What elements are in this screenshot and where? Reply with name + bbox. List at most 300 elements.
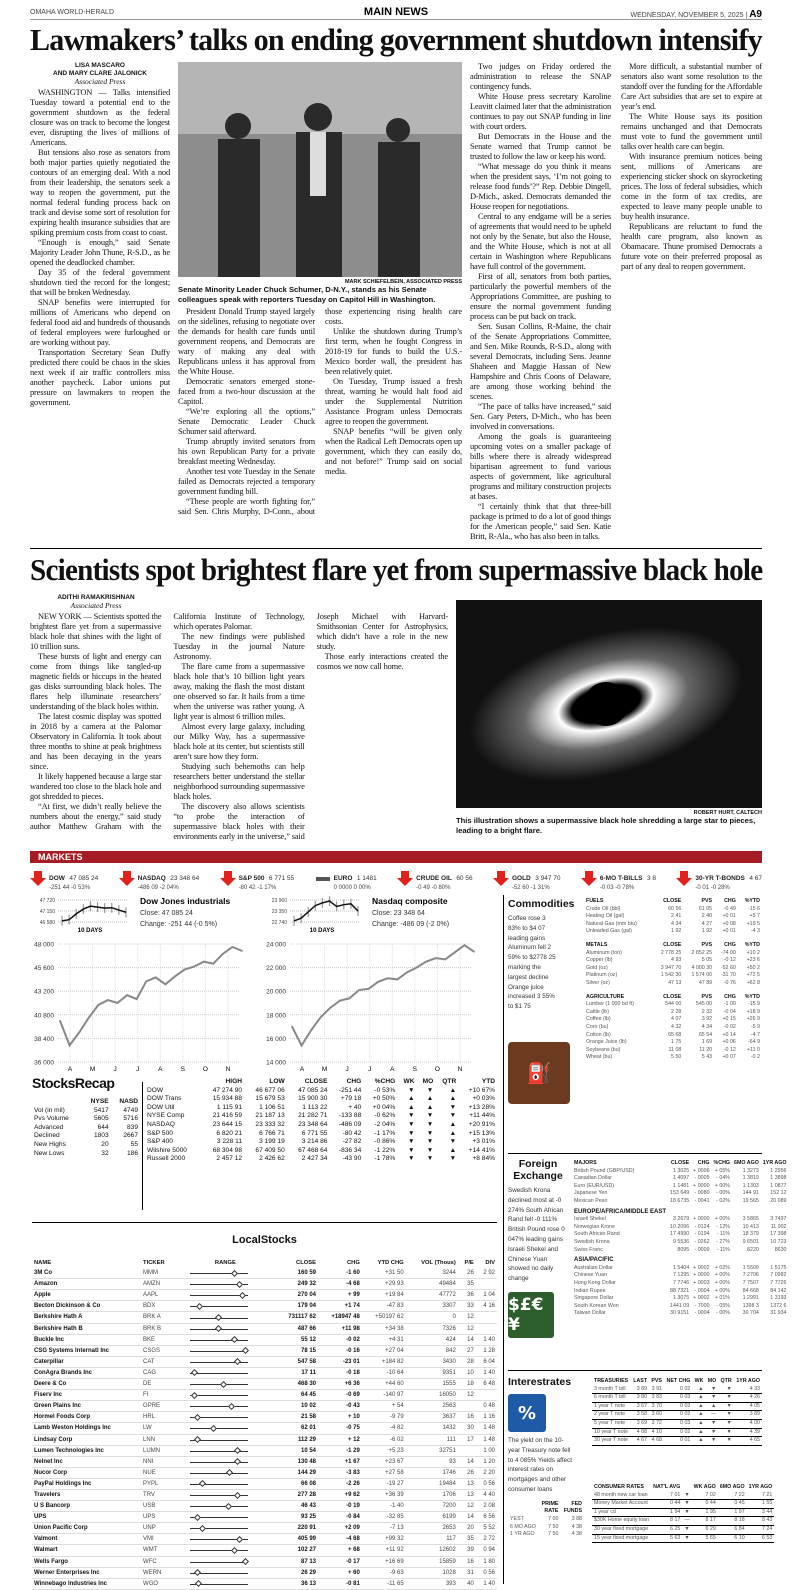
- stock-name: ConAgra Brands Inc: [34, 1369, 93, 1376]
- spark-tick: 23 350: [271, 909, 287, 915]
- stock-row[interactable]: [32, 1279, 497, 1290]
- table-cell: 11 002: [770, 1223, 787, 1230]
- table-row: [592, 1534, 774, 1543]
- stock-ticker: USB: [143, 1503, 156, 1510]
- stock-ticker: BDX: [143, 1303, 156, 1310]
- stock-close: 249 32: [297, 1281, 316, 1288]
- group-name: FUELS: [586, 898, 604, 904]
- ticker-value: 1 1481: [356, 875, 377, 882]
- table-row: [592, 1525, 774, 1534]
- stock-row[interactable]: [32, 1423, 497, 1434]
- table-cell: 20 089: [770, 1197, 787, 1204]
- table-cell: —: [684, 1517, 690, 1524]
- range-marker: [194, 1436, 201, 1443]
- table-cell: NYSE Comp: [147, 1112, 185, 1120]
- stock-ytd: +4 31: [388, 1336, 404, 1343]
- page-number: A9: [749, 9, 762, 20]
- table-cell: Euro (EUR/USD): [574, 1182, 615, 1189]
- stock-row[interactable]: [32, 1467, 497, 1478]
- range-marker: [226, 1469, 233, 1476]
- table-cell: +18 9: [746, 1008, 760, 1015]
- article-paragraph: Republicans are reluctant to fund the health care program, also known as Obamacare. Thune promised Democrats a future vote on their preferred proposal as part of any deal to reopen government.: [621, 222, 762, 271]
- stock-close: 468 30: [297, 1381, 316, 1388]
- table-cell: +62 8: [746, 979, 760, 986]
- range-indicator: [190, 1280, 248, 1288]
- data-point: [425, 961, 427, 963]
- stock-row[interactable]: [32, 1489, 497, 1500]
- table-cell: -2 04%: [374, 1120, 396, 1128]
- stock-row[interactable]: [32, 1412, 497, 1423]
- table-cell: 2 28: [671, 1008, 682, 1015]
- table-cell: ▲: [407, 1095, 415, 1103]
- stock-vol: 9351: [442, 1369, 456, 1376]
- table-cell: British Pound (GBP/USD): [574, 1167, 635, 1174]
- table-cell: ▲: [449, 1129, 457, 1137]
- table-cell: Lumber (1 000 bd ft): [586, 1001, 634, 1008]
- table-cell: +0 01: [722, 913, 736, 920]
- table-cell: 3 2679: [672, 1216, 690, 1223]
- article-paragraph: With insurance premium notices being sent, millions of Americans are experiencing sticker shock on skyrocketing prices. The loss of federal subsidies, which come in the form of tax credits, are expected to leave many people unable to buy health insurance.: [621, 152, 762, 221]
- table-cell: +0 14: [722, 1031, 736, 1038]
- data-point: [69, 1044, 71, 1046]
- table-cell: + 00%: [714, 1216, 731, 1223]
- table-cell: 2667: [123, 1132, 138, 1140]
- down-arrow-icon: [397, 871, 413, 887]
- table-cell: +50 2: [746, 964, 760, 971]
- stock-name: Nelnet Inc: [34, 1458, 63, 1465]
- table-cell: 0 45: [734, 1500, 745, 1507]
- table-cell: ▼: [710, 1437, 717, 1444]
- table-cell: 5 63: [670, 1534, 681, 1541]
- x-tick-label: J: [113, 1066, 117, 1072]
- stock-row[interactable]: [32, 1523, 497, 1534]
- data-point: [330, 1007, 332, 1009]
- article-paragraph: “The pace of talks have increased,” said Sen. Gary Peters, D-Mich., who has been involved in conversations.: [470, 402, 611, 431]
- divider: [508, 1153, 762, 1154]
- stock-pe: 28: [467, 1358, 474, 1365]
- table-cell: 6 53: [761, 1534, 773, 1541]
- stock-row[interactable]: [32, 1567, 497, 1578]
- data-point: [291, 1026, 293, 1028]
- table-row: [572, 1280, 789, 1288]
- stock-row[interactable]: [32, 1323, 497, 1334]
- table-cell: 23 333 32: [255, 1120, 285, 1128]
- table-cell: 65 54: [698, 1031, 713, 1038]
- stock-ticker: AAPL: [143, 1292, 159, 1299]
- table-cell: 48 month new car loan: [594, 1491, 648, 1498]
- table-row: [572, 1265, 789, 1273]
- stock-row[interactable]: [32, 1334, 497, 1345]
- stock-row[interactable]: [32, 1390, 497, 1401]
- table-cell: + 05%: [714, 1167, 731, 1174]
- range-indicator: [190, 1491, 248, 1499]
- ticker-change: -486 09: [137, 885, 158, 891]
- table-cell: ▼: [726, 1428, 732, 1435]
- table-cell: 67 409 50: [255, 1146, 285, 1154]
- rates-summary: The yield on the 10-year Treasury note fell to 4 085% Yields affect interest rates on mortgages and other consumer loans: [508, 1437, 572, 1493]
- table-cell: - 11%: [716, 1246, 731, 1253]
- data-point: [444, 959, 446, 961]
- stock-chg: + 10: [347, 1414, 360, 1421]
- stock-chg: +1 67: [344, 1458, 360, 1465]
- stock-chg: -0 43: [346, 1403, 360, 1410]
- table-cell: 15 900 30: [298, 1095, 328, 1103]
- stock-row[interactable]: [32, 1534, 497, 1545]
- table-row: [592, 1411, 762, 1420]
- range-marker: [220, 1381, 227, 1388]
- stock-name: Berkshire Hath A: [34, 1314, 83, 1321]
- range-marker: [231, 1270, 238, 1277]
- table-row: [592, 1500, 774, 1509]
- photo-caption: Senate Minority Leader Chuck Schumer, D-N.Y., stands as his Senate colleagues speak with reporters Tuesday on Capitol Hill in Washington.: [178, 285, 436, 304]
- ticker-change: -251 44: [49, 885, 70, 891]
- ticker-s-p-500[interactable]: [220, 866, 295, 892]
- table-cell: [145, 1078, 201, 1087]
- table-cell: 1 2991: [742, 1295, 759, 1302]
- table-cell: 84 142: [770, 1287, 787, 1294]
- table-row: [572, 1247, 789, 1255]
- table-cell: 6 25: [670, 1525, 681, 1532]
- table-cell: - 00%: [716, 1190, 731, 1197]
- table-cell: 1 97: [734, 1508, 745, 1515]
- commodities-icon: ⛽: [508, 1042, 570, 1104]
- table-cell: Chinese Yuan: [574, 1272, 607, 1279]
- table-row: [592, 1386, 762, 1394]
- table-cell: NET CHG: [666, 1378, 691, 1384]
- table-cell: Mexican Peso: [574, 1197, 608, 1204]
- table-cell: +20 91%: [468, 1120, 495, 1128]
- table-cell: 153 649: [670, 1190, 690, 1197]
- stock-ticker: AMZN: [143, 1281, 161, 1288]
- spark-label: 10 DAYS: [309, 928, 335, 934]
- stock-name: Caterpillar: [34, 1358, 64, 1365]
- stock-row[interactable]: [32, 1345, 497, 1356]
- table-cell: 17 398: [770, 1231, 787, 1238]
- table-row: [592, 1517, 774, 1526]
- data-point: [339, 1000, 341, 1002]
- range-marker: [231, 1336, 238, 1343]
- table-cell: ▲: [698, 1428, 704, 1435]
- table-cell: ▼: [726, 1437, 732, 1444]
- stock-div: 2 20: [483, 1469, 495, 1476]
- x-tick-label: J: [345, 1066, 349, 1072]
- table-cell: 6 766 71: [259, 1129, 285, 1137]
- range-marker: [225, 1503, 232, 1510]
- table-cell: 2 426 62: [259, 1155, 285, 1163]
- data-point: [174, 976, 176, 978]
- table-cell: Indian Rupee: [574, 1287, 606, 1294]
- data-point: [454, 951, 456, 953]
- table-cell: ▼: [426, 1155, 434, 1163]
- stock-range: [176, 1512, 276, 1523]
- table-cell: 4 39: [749, 1428, 760, 1435]
- group-name: METALS: [586, 941, 608, 948]
- article-paragraph: SNAP benefits were interrupted for millions of Americans who depend on federal food aid and hundreds of thousands of federal employees were furloughed or are working without pay.: [30, 298, 170, 347]
- stock-row[interactable]: [32, 1545, 497, 1556]
- stock-vol: 3244: [442, 1270, 456, 1277]
- divider: [503, 895, 504, 1584]
- stock-row[interactable]: [32, 1478, 497, 1489]
- table-cell: Soybeans (bu): [586, 1046, 621, 1053]
- table-cell: 3 80: [636, 1394, 648, 1401]
- table-cell: + 0000: [693, 1272, 710, 1279]
- ticker-value: 3 8: [646, 875, 656, 882]
- ticker-name: 30-YR T-BONDS: [695, 875, 745, 882]
- table-cell: DOW Util: [147, 1103, 175, 1111]
- ticker-dow[interactable]: [30, 866, 98, 892]
- table-cell: ▲: [407, 1103, 415, 1111]
- column-header: CLOSE: [670, 1160, 690, 1166]
- table-cell: ▼: [726, 1394, 732, 1401]
- table-cell: 6 MO AGO: [510, 1523, 536, 1530]
- column-header: %YTD: [744, 993, 760, 1000]
- table-cell: 47 274 90: [212, 1086, 243, 1094]
- column-header: PVS: [701, 993, 713, 1000]
- stock-range: [176, 1279, 276, 1290]
- x-tick-label: O: [434, 1066, 440, 1072]
- stock-chg: -0 18: [346, 1369, 360, 1376]
- column-header: CLOSE: [663, 993, 682, 1000]
- series-line: [292, 945, 474, 1045]
- byline-agency: Associated Press: [70, 601, 122, 610]
- stock-close: 487 66: [297, 1325, 316, 1332]
- stock-row[interactable]: [32, 1367, 497, 1378]
- data-point: [136, 998, 138, 1000]
- x-tick-label: A: [67, 1066, 73, 1072]
- table-cell: 186: [126, 1149, 138, 1157]
- stock-pe: 14: [467, 1458, 474, 1465]
- group-header: [572, 1206, 789, 1217]
- table-row: [508, 1524, 584, 1532]
- data-point: [232, 946, 234, 948]
- stock-name: Berkshire Hath B: [34, 1325, 83, 1332]
- stock-ytd: +27 04: [385, 1347, 404, 1354]
- table-cell: + 00%: [714, 1272, 731, 1279]
- stock-chg: -0 19: [346, 1503, 360, 1510]
- table-row: [572, 1183, 789, 1191]
- range-indicator: [190, 1325, 248, 1333]
- table-row: [584, 928, 762, 936]
- column-header: CHG: [724, 898, 736, 904]
- stock-row[interactable]: [32, 1556, 497, 1567]
- table-cell: YTD: [481, 1078, 495, 1085]
- column-header: PVS: [701, 941, 713, 948]
- table-cell: ▲: [698, 1402, 704, 1409]
- ticker-crude-oil[interactable]: [397, 866, 472, 892]
- ticker-6-mo-t-bills[interactable]: [581, 866, 656, 892]
- photo-caption: This illustration shows a supermassive black hole shredding a large star to pieces, leading to a bright flare.: [456, 816, 756, 835]
- stock-ytd: -6 02: [390, 1436, 404, 1443]
- stock-pe: [458, 1445, 476, 1456]
- table-cell: 6MO AGO: [719, 1484, 745, 1490]
- stock-ticker: LUMN: [143, 1447, 161, 1454]
- ticker-nasdaq[interactable]: [119, 866, 200, 892]
- table-cell: 7 24: [761, 1525, 773, 1532]
- table-cell: 3 89: [636, 1385, 648, 1392]
- table-cell: - 0262: [694, 1238, 710, 1245]
- article-paragraph: Among the goals is guaranteeing upcoming votes on a smaller package of bills where there is already widespread bipartisan agreement to fund various aspects of government, like agricultural programs and military construction projects at bases.: [470, 432, 611, 501]
- page-date: WEDNESDAY, NOVEMBER 5, 2025: [630, 12, 744, 19]
- table-cell: +13 28%: [468, 1103, 495, 1111]
- stock-div: 0 56: [483, 1569, 495, 1576]
- table-cell: Cotton (lb): [586, 1031, 611, 1038]
- stock-pe: 12: [467, 1325, 474, 1332]
- stock-chg: -3 83: [346, 1469, 360, 1476]
- table-cell: 3 947 70: [660, 964, 682, 971]
- stock-div: 0 94: [483, 1547, 495, 1554]
- table-cell: 8220: [747, 1246, 759, 1253]
- table-cell: - 02%: [716, 1197, 731, 1204]
- stock-div: 1 48: [483, 1425, 495, 1432]
- stock-row[interactable]: [32, 1290, 497, 1301]
- range-marker: [241, 1558, 248, 1565]
- stock-row[interactable]: [32, 1456, 497, 1467]
- chart-close: Close: 47 085 24: [140, 910, 193, 917]
- stock-range: [176, 1534, 276, 1545]
- table-cell: +79 18: [340, 1095, 362, 1103]
- stock-range: [176, 1390, 276, 1401]
- column-header: CHG: [697, 1160, 710, 1166]
- fx-table: [572, 1160, 789, 1318]
- stock-range: [176, 1478, 276, 1489]
- article-paragraph: Two judges on Friday ordered the administration to release the SNAP contingency funds.: [470, 62, 611, 91]
- stock-div: 4 40: [483, 1491, 495, 1498]
- stock-ytd: +36 39: [385, 1491, 404, 1498]
- x-tick-label: N: [457, 1066, 463, 1072]
- stock-row[interactable]: [32, 1356, 497, 1367]
- ticker-percent: -1 31%: [530, 885, 550, 891]
- table-cell: QTR: [442, 1078, 457, 1085]
- table-cell: Silver (oz): [586, 979, 610, 986]
- table-cell: [682, 1484, 691, 1492]
- group-header: [572, 1160, 789, 1168]
- column-header: NAME: [34, 1260, 52, 1266]
- stock-ytd: +11 92: [385, 1547, 404, 1554]
- table-row: [584, 1024, 762, 1032]
- table-cell: - 12%: [716, 1223, 731, 1230]
- table-cell: 545 00: [695, 1001, 713, 1008]
- y-tick-label: 20 000: [266, 988, 286, 996]
- stock-close: 62 01: [300, 1425, 316, 1432]
- stock-chg: +11 98: [341, 1325, 360, 1332]
- stock-name: Green Plains Inc: [34, 1403, 82, 1410]
- stock-range: [176, 1423, 276, 1434]
- stock-close: 144 29: [297, 1469, 316, 1476]
- table-cell: 1 574 00: [691, 972, 713, 979]
- stock-close: 10 02: [300, 1403, 316, 1410]
- table-cell: CONSUMER RATES: [594, 1484, 644, 1490]
- stock-chg: -0 84: [346, 1514, 360, 1521]
- table-cell: +11 44%: [469, 1112, 495, 1120]
- stock-row[interactable]: [32, 1501, 497, 1512]
- table-cell: +0 01: [722, 928, 736, 935]
- table-row: [592, 1484, 774, 1492]
- ticker-30-yr-t-bonds[interactable]: [676, 866, 762, 892]
- table-cell: 23 348 64: [298, 1120, 328, 1128]
- stock-chg: -0 02: [346, 1336, 360, 1343]
- stock-row[interactable]: [32, 1434, 497, 1445]
- data-point: [59, 1020, 61, 1022]
- column-header: CHG: [346, 1260, 360, 1266]
- stock-name: Amazon: [34, 1281, 58, 1288]
- y-tick-label: 40 800: [34, 1012, 54, 1020]
- table-cell: 1 92: [701, 928, 713, 935]
- stock-row[interactable]: [32, 1512, 497, 1523]
- divider: [32, 1222, 497, 1223]
- table-cell: + 02%: [714, 1264, 731, 1271]
- table-row: [592, 1428, 762, 1437]
- stock-row[interactable]: [32, 1401, 497, 1412]
- table-cell: CHG: [346, 1078, 362, 1085]
- table-cell: - 0080: [694, 1190, 710, 1197]
- range-marker: [236, 1281, 243, 1288]
- stock-row[interactable]: [32, 1301, 497, 1312]
- table-cell: 3 214 86: [301, 1138, 328, 1146]
- table-cell: Singapore Dollar: [574, 1295, 614, 1302]
- range-indicator: [190, 1436, 248, 1444]
- stock-close: 36 13: [300, 1580, 316, 1587]
- table-cell: 11 08: [668, 1046, 682, 1053]
- stock-div: 0 56: [483, 1480, 495, 1487]
- table-cell: 7 21: [761, 1491, 773, 1498]
- stock-ticker: MMM: [143, 1270, 159, 1277]
- table-cell: ▼: [710, 1394, 717, 1401]
- stock-close: 220 91: [297, 1525, 316, 1532]
- table-cell: +0 50%: [372, 1095, 396, 1103]
- stock-close: 130 48: [297, 1458, 316, 1465]
- stock-name: Hormel Foods Corp: [34, 1414, 91, 1421]
- stock-row[interactable]: [32, 1379, 497, 1390]
- table-cell: ▼: [407, 1146, 415, 1154]
- table-cell: ▲: [698, 1419, 704, 1426]
- stock-row[interactable]: [32, 1445, 497, 1456]
- stock-div: [476, 1323, 497, 1334]
- table-row: [145, 1087, 497, 1096]
- table-cell: 7 00: [548, 1515, 559, 1522]
- story1-columns: [178, 307, 462, 532]
- stock-row[interactable]: [32, 1312, 497, 1323]
- stock-ticker: NUE: [143, 1469, 156, 1476]
- data-point: [473, 951, 475, 953]
- table-row: [572, 1190, 789, 1198]
- ticker-euro[interactable]: [315, 866, 377, 892]
- stock-div: 1 40: [483, 1580, 495, 1587]
- table-cell: [508, 1501, 538, 1516]
- stock-row[interactable]: [32, 1268, 497, 1279]
- stock-pe: 27: [467, 1347, 474, 1354]
- table-cell: -133 88: [338, 1112, 362, 1120]
- table-cell: 1 542 30: [660, 972, 682, 979]
- table-cell: 6 820 21: [216, 1129, 243, 1137]
- stock-chg: -1 60: [346, 1270, 360, 1277]
- percent-icon: %: [508, 1394, 546, 1432]
- table-row: [145, 1078, 497, 1087]
- stock-close: 731117 62: [288, 1314, 316, 1321]
- table-cell: Declined: [34, 1132, 60, 1140]
- table-cell: 0 02: [680, 1428, 691, 1435]
- ticker-gold[interactable]: [493, 866, 561, 892]
- table-cell: 21 187 13: [255, 1112, 285, 1120]
- table-cell: ▼: [407, 1120, 415, 1128]
- byline-author: ADITHI RAMAKRISHNAN: [57, 594, 135, 601]
- table-cell: YEST: [510, 1515, 524, 1522]
- table-cell: Canadian Dollar: [574, 1175, 612, 1182]
- black-hole-illustration: [456, 600, 762, 808]
- table-cell: -836 34: [338, 1146, 362, 1154]
- table-cell: 4 000 30: [691, 964, 713, 971]
- range-marker: [231, 1547, 238, 1554]
- stock-pe: 14: [467, 1336, 474, 1343]
